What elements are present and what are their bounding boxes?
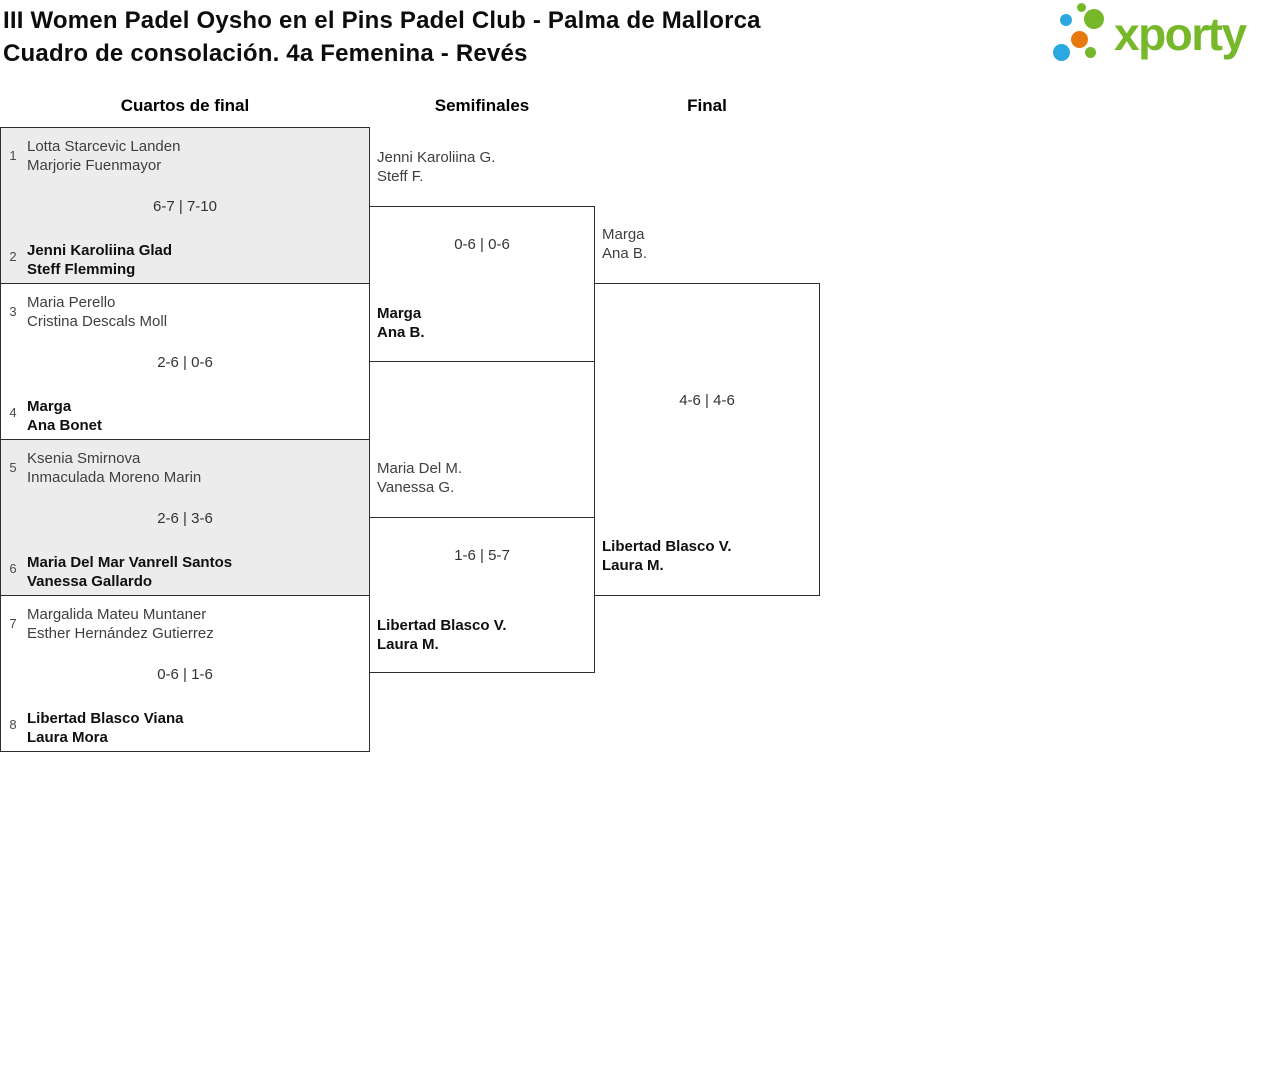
player-name: Ana Bonet — [27, 417, 102, 434]
player-name: Jenni Karoliina G. — [377, 149, 496, 166]
match-quarterfinal-1 — [0, 127, 370, 284]
match-score: 0-6 | 0-6 — [454, 236, 510, 253]
player-name: Marjorie Fuenmayor — [27, 157, 162, 174]
seed-number: 8 — [9, 717, 17, 732]
player-name: Maria Del M. — [377, 460, 463, 477]
team-names-winner — [27, 709, 183, 747]
match-score: 0-6 | 1-6 — [157, 666, 213, 683]
player-name: Inmaculada Moreno Marin — [27, 469, 202, 486]
player-name: Lotta Starcevic Landen — [27, 138, 181, 155]
team-names-winner — [27, 241, 172, 279]
match-score: 4-6 | 4-6 — [679, 392, 735, 409]
match-quarterfinal-4 — [0, 595, 370, 752]
bracket-subtitle: Cuadro de consolación. 4a Femenina - Revés — [3, 40, 528, 67]
match-quarterfinal-2 — [0, 283, 370, 440]
logo-dot-icon — [1060, 14, 1072, 26]
team-names — [27, 605, 214, 643]
team-names — [27, 293, 167, 331]
player-name: Libertad Blasco Viana — [27, 710, 184, 727]
team-names — [602, 225, 647, 263]
player-name: Marga — [377, 305, 422, 322]
logo-dot-icon — [1053, 44, 1070, 61]
player-name: Libertad Blasco V. — [377, 617, 507, 634]
player-name: Vanessa G. — [377, 479, 455, 496]
player-name: Maria Del Mar Vanrell Santos — [27, 554, 233, 571]
match-score: 2-6 | 3-6 — [157, 510, 213, 527]
player-name: Jenni Karoliina Glad — [27, 242, 173, 259]
match-quarterfinal-3 — [0, 439, 370, 596]
logo-dot-icon — [1084, 9, 1104, 29]
logo-dot-icon — [1085, 47, 1096, 58]
xporty-logo[interactable] — [1050, 0, 1278, 74]
player-name: Marga — [602, 226, 645, 243]
seed-number: 6 — [9, 561, 17, 576]
team-names — [27, 449, 201, 487]
logo-wordmark: xporty — [1114, 8, 1246, 60]
page-title — [3, 4, 761, 70]
seed-number: 3 — [9, 304, 17, 319]
player-name: Ana B. — [602, 245, 648, 262]
player-name: Laura M. — [377, 636, 439, 653]
player-name: Steff Flemming — [27, 261, 136, 278]
team-names-winner — [377, 616, 507, 654]
player-name: Steff F. — [377, 168, 424, 185]
player-name: Libertad Blasco V. — [602, 538, 732, 555]
player-name: Ana B. — [377, 324, 425, 341]
team-names-winner — [27, 553, 232, 591]
match-score: 6-7 | 7-10 — [153, 198, 217, 215]
player-name: Esther Hernández Gutierrez — [27, 625, 214, 642]
player-name: Laura M. — [602, 557, 664, 574]
player-name: Ksenia Smirnova — [27, 450, 141, 467]
tournament-title: III Women Padel Oysho en el Pins Padel Club - Palma de Mallorca — [3, 7, 761, 34]
match-score: 1-6 | 5-7 — [454, 547, 510, 564]
team-names — [27, 137, 180, 175]
logo-dot-icon — [1071, 31, 1088, 48]
team-names-winner — [602, 537, 732, 575]
team-names — [377, 148, 495, 186]
team-names-winner — [27, 397, 102, 435]
seed-number: 5 — [9, 460, 17, 475]
round-header-semifinals: Semifinales — [434, 96, 530, 115]
player-name: Margalida Mateu Muntaner — [27, 606, 207, 623]
round-header-quarterfinals: Cuartos de final — [120, 96, 250, 115]
logo-dot-icon — [1077, 3, 1086, 12]
player-name: Cristina Descals Moll — [27, 313, 168, 330]
player-name: Laura Mora — [27, 729, 108, 746]
round-header-final: Final — [687, 96, 727, 115]
seed-number: 2 — [9, 249, 17, 264]
seed-number: 4 — [9, 405, 17, 420]
player-name: Maria Perello — [27, 294, 116, 311]
player-name: Marga — [27, 398, 72, 415]
seed-number: 1 — [9, 148, 17, 163]
seed-number: 7 — [9, 616, 17, 631]
team-names-winner — [377, 304, 425, 342]
match-score: 2-6 | 0-6 — [157, 354, 213, 371]
team-names — [377, 459, 462, 497]
player-name: Vanessa Gallardo — [27, 573, 153, 590]
